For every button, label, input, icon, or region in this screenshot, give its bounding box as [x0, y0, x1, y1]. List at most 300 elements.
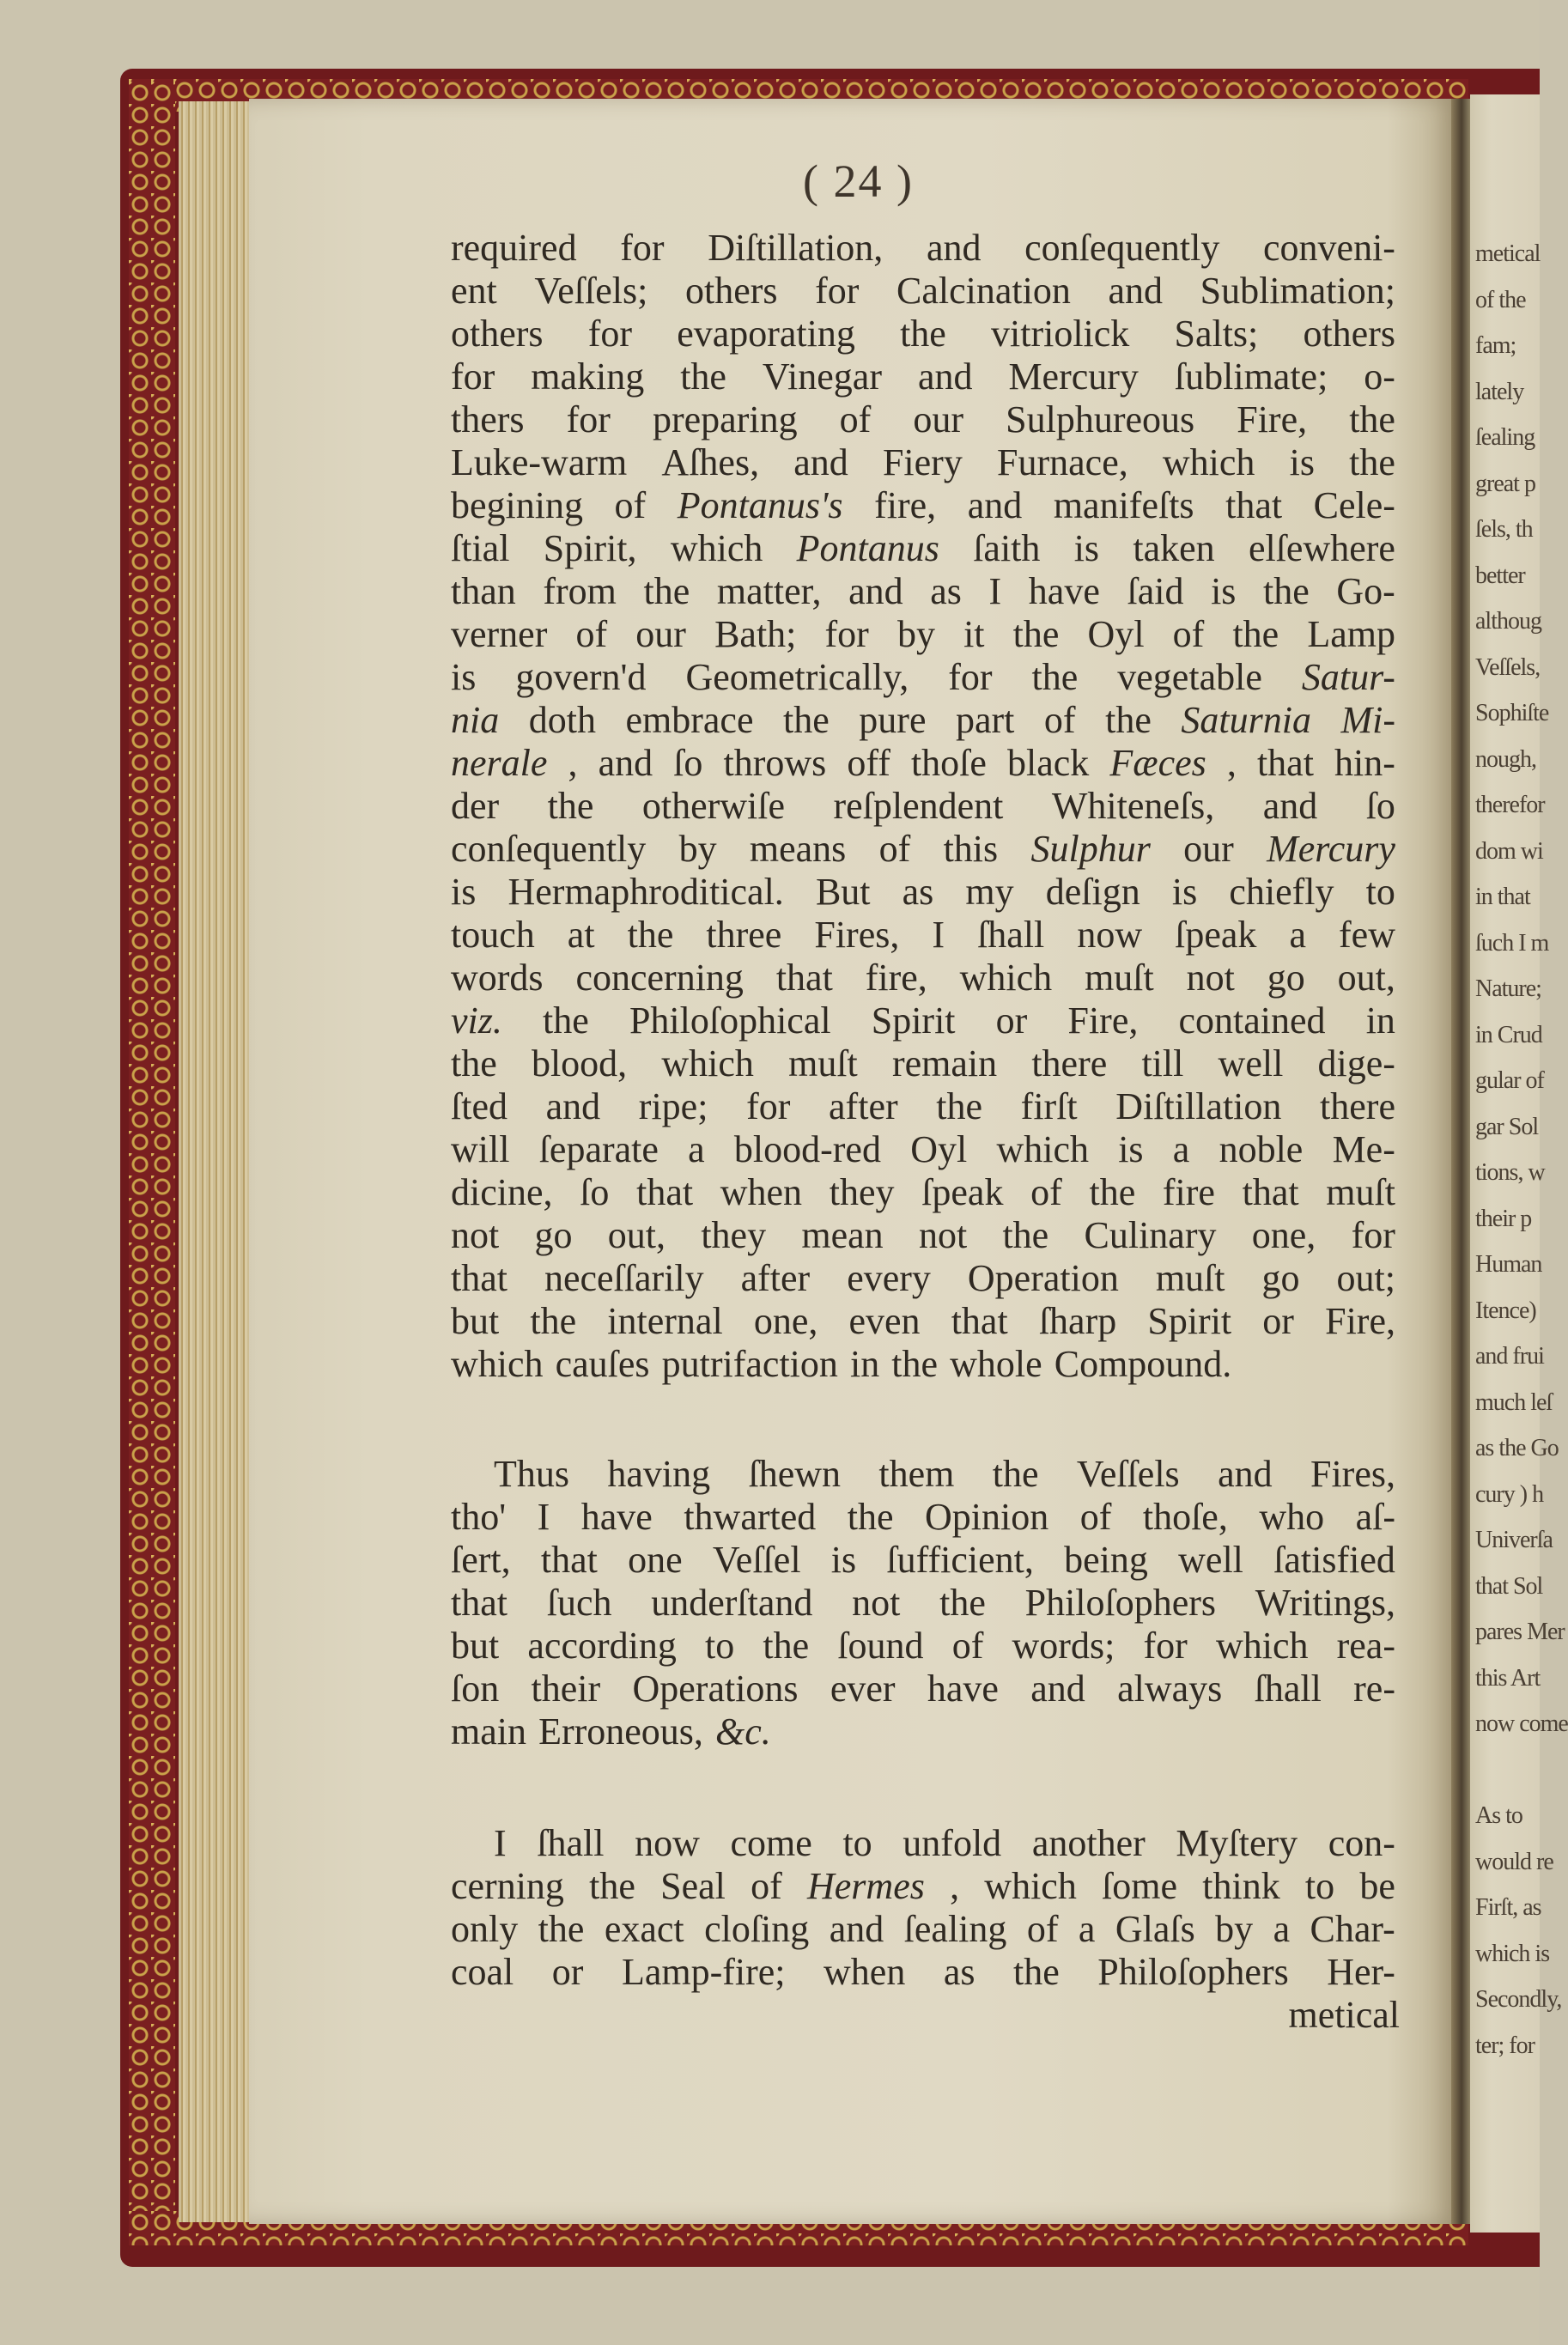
text-line	[451, 1580, 1395, 1626]
word: But	[815, 871, 871, 913]
word: only	[451, 1908, 519, 1950]
word: Her-	[1327, 1951, 1395, 1993]
facing-page-fragment: of the	[1475, 286, 1526, 313]
word: ſuch	[546, 1582, 612, 1624]
facing-page-fragment: that Sol	[1475, 1572, 1543, 1600]
word: three	[706, 914, 782, 956]
text-line	[451, 654, 1395, 701]
word: whole	[950, 1343, 1042, 1385]
word: having	[607, 1453, 711, 1495]
word: is	[1171, 871, 1198, 913]
word: the	[1349, 441, 1395, 483]
facing-page-fragment: pares Mer	[1475, 1619, 1565, 1645]
word: who	[1259, 1496, 1325, 1538]
facing-page-fragment: althoug	[1475, 608, 1541, 635]
word: for	[620, 227, 665, 269]
word: putrifaction	[661, 1343, 838, 1385]
word: conſequently	[451, 828, 647, 870]
word: have	[1028, 570, 1100, 612]
word: Oyl	[910, 1128, 968, 1170]
word: der	[451, 785, 500, 827]
facing-page-fragment: ſels, th	[1475, 516, 1533, 543]
text-line	[451, 1906, 1395, 1953]
word: exact	[604, 1908, 684, 1950]
word: Spirit	[871, 999, 956, 1042]
word: Fires,	[814, 914, 900, 956]
text-line	[451, 955, 1395, 1001]
text-line	[451, 1537, 1395, 1583]
text-line	[451, 1494, 1395, 1540]
word: that	[775, 957, 833, 999]
word: of	[1026, 1908, 1059, 1950]
word: matter,	[716, 570, 822, 612]
word: ,	[1226, 742, 1237, 784]
word: Spirit	[1147, 1300, 1232, 1342]
word: the	[1349, 398, 1395, 440]
word: fire,	[865, 957, 927, 999]
word: the	[1105, 699, 1152, 741]
word: vegetable	[1117, 656, 1262, 698]
word: ſharp	[1038, 1300, 1117, 1342]
word: Writings,	[1255, 1582, 1395, 1624]
word: and	[1108, 270, 1164, 312]
word: Sulphur	[1030, 828, 1151, 870]
word: now	[635, 1822, 700, 1864]
word: and	[829, 1908, 884, 1950]
page-edges	[179, 101, 258, 2222]
word: that	[1225, 484, 1283, 526]
word: there	[1320, 1085, 1395, 1127]
word: Opinion	[925, 1496, 1049, 1538]
word: Mercury	[1008, 355, 1139, 398]
facing-page-fragment: in that	[1475, 884, 1530, 910]
text-line	[451, 568, 1395, 615]
word: means	[749, 828, 847, 870]
word: conveni-	[1263, 227, 1395, 269]
word: in	[849, 1343, 880, 1385]
facing-page-fragment: as the Go	[1475, 1435, 1559, 1461]
word: Philoſophical	[629, 999, 831, 1042]
word: Sublimation;	[1200, 270, 1395, 312]
word: when	[720, 1171, 803, 1213]
word: the	[763, 1625, 810, 1667]
word: now	[1077, 914, 1143, 956]
word: which	[996, 1128, 1089, 1170]
word: from	[543, 570, 617, 612]
word: Pontanus	[796, 527, 939, 569]
word: preparing	[653, 398, 798, 440]
word: as	[930, 570, 962, 612]
facing-page-fragment: Sophiſte	[1475, 700, 1549, 726]
word: Hermes	[807, 1865, 925, 1907]
word: required	[451, 227, 577, 269]
word: Furnace,	[997, 441, 1128, 483]
word: Fire,	[1237, 398, 1308, 440]
word: Fire,	[1067, 999, 1139, 1042]
word: Fires,	[1310, 1453, 1395, 1495]
word: elſewhere	[1248, 527, 1395, 569]
word: for	[451, 355, 495, 398]
word: words	[451, 957, 544, 999]
word: the	[627, 914, 674, 956]
word: Cele-	[1313, 484, 1395, 526]
word: verner	[451, 613, 548, 655]
word: have	[580, 1496, 653, 1538]
word: Bath;	[714, 613, 797, 655]
facing-page-fragment: Univerſa	[1475, 1527, 1553, 1553]
word: making	[531, 355, 645, 398]
word: Pontanus's	[677, 484, 843, 526]
word: internal	[607, 1300, 723, 1342]
word: Go-	[1336, 570, 1395, 612]
word: and	[1030, 1668, 1085, 1710]
word: underſtand	[651, 1582, 813, 1624]
word: to	[842, 1822, 872, 1864]
word: blood-red	[733, 1128, 881, 1170]
word: thwarted	[684, 1496, 817, 1538]
word: as	[902, 871, 934, 913]
word: noble	[1219, 1128, 1304, 1170]
word: Fiery	[882, 441, 963, 483]
word: they	[829, 1171, 895, 1213]
word: according	[527, 1625, 677, 1667]
word: out;	[1336, 1257, 1395, 1299]
facing-page-fragment: Nature;	[1475, 975, 1541, 1002]
facing-page-fragment: cury ) h	[1475, 1480, 1544, 1508]
word: Veſſels	[1076, 1453, 1180, 1495]
word: ,	[950, 1865, 960, 1907]
text-line	[451, 268, 1395, 314]
word: a	[1078, 1908, 1096, 1950]
word: Compound.	[1054, 1343, 1232, 1385]
word: in	[1365, 999, 1395, 1042]
word: ſaid	[1127, 570, 1184, 612]
word: the	[1232, 613, 1279, 655]
word: that	[1242, 1171, 1299, 1213]
word: the	[1089, 1171, 1136, 1213]
word: muſt	[1085, 957, 1154, 999]
text-line	[451, 311, 1395, 357]
word: which	[1162, 441, 1255, 483]
word: muſt	[1326, 1171, 1395, 1213]
word: go	[1267, 957, 1305, 999]
word: manifeſts	[1053, 484, 1194, 526]
word: Culinary	[1084, 1214, 1217, 1256]
word: but	[451, 1625, 500, 1667]
word: is	[1211, 570, 1237, 612]
word: of	[575, 613, 608, 655]
word: or	[1262, 1300, 1294, 1342]
text-line	[451, 1255, 1395, 1302]
word: ſpeak	[921, 1171, 1004, 1213]
word: Mi-	[1340, 699, 1395, 741]
word: one,	[753, 1300, 818, 1342]
word: the	[1013, 1951, 1060, 1993]
facing-page-fragment: lately	[1475, 378, 1524, 405]
word: is	[830, 1539, 857, 1581]
word: Mercury	[1267, 828, 1395, 870]
facing-page-strip	[1470, 94, 1568, 2233]
word: ſted	[451, 1085, 507, 1127]
word: think	[1202, 1865, 1280, 1907]
word: Seal	[660, 1865, 726, 1907]
word: Spirit,	[543, 527, 637, 569]
word: Whiteneſs,	[1051, 785, 1215, 827]
word: few	[1339, 914, 1395, 956]
word: ever	[830, 1668, 896, 1710]
text-line	[451, 1127, 1395, 1173]
word: Sulphureous	[1006, 398, 1195, 440]
word: Oyl	[1087, 613, 1145, 655]
facing-page-fragment: Firſt, as	[1475, 1894, 1541, 1921]
word: not	[918, 1214, 968, 1256]
word: ſtial	[451, 527, 510, 569]
word: that	[1256, 742, 1314, 784]
word: Geometrically,	[685, 656, 909, 698]
facing-page-fragment: metical	[1475, 240, 1541, 267]
word: con-	[1328, 1822, 1395, 1864]
word: for	[1351, 1214, 1395, 1256]
word: Veſſels;	[534, 270, 648, 312]
word: be	[1359, 1865, 1395, 1907]
page-number: ( 24 )	[803, 155, 914, 207]
word: will	[451, 1128, 510, 1170]
facing-page-fragment: in Crud	[1475, 1021, 1542, 1048]
word: Calcination	[896, 270, 1071, 312]
word: of	[878, 828, 911, 870]
word: Thus	[494, 1453, 569, 1495]
word: Diſtillation,	[708, 227, 884, 269]
word: Salts;	[1174, 313, 1259, 355]
word: fire,	[874, 484, 937, 526]
word: concerning	[575, 957, 744, 999]
word: the	[1263, 570, 1310, 612]
facing-page-fragment: much leſ	[1475, 1388, 1553, 1416]
word: or	[551, 1951, 584, 1993]
word: not	[852, 1582, 901, 1624]
word: the	[1031, 656, 1079, 698]
word: that	[451, 1257, 507, 1299]
word: always	[1117, 1668, 1223, 1710]
facing-page-fragment: would re	[1475, 1848, 1553, 1875]
word: one,	[1251, 1214, 1316, 1256]
word: black	[1007, 742, 1090, 784]
word: of	[951, 1625, 984, 1667]
word: but	[451, 1300, 500, 1342]
word: the	[1002, 1214, 1049, 1256]
word: for	[587, 313, 633, 355]
word: I	[988, 570, 1002, 612]
word: others	[684, 270, 778, 312]
word: dige-	[1317, 1042, 1395, 1084]
word: ſon	[451, 1668, 500, 1710]
word: and	[598, 742, 653, 784]
text-line	[451, 611, 1395, 658]
word: otherwiſe	[641, 785, 786, 827]
word: vitriolick	[991, 313, 1130, 355]
word: that	[451, 1582, 507, 1624]
word: nia	[451, 699, 500, 741]
word: ripe;	[638, 1085, 708, 1127]
word: and	[1218, 1453, 1273, 1495]
word: the	[530, 1300, 577, 1342]
word: unfold	[903, 1822, 1002, 1864]
word: our	[913, 398, 964, 440]
word: the	[992, 1453, 1039, 1495]
word: and	[967, 484, 1023, 526]
text-line	[451, 740, 1395, 787]
word: &c.	[714, 1710, 771, 1753]
word: Erroneous,	[538, 1710, 703, 1753]
facing-page-fragment: fam;	[1475, 332, 1516, 359]
word: it	[963, 613, 985, 655]
word: taken	[1133, 527, 1215, 569]
word: to	[1365, 871, 1395, 913]
word: their	[531, 1668, 601, 1710]
word: by	[896, 613, 935, 655]
word: ſhall	[977, 914, 1045, 956]
word: muſt	[788, 1042, 858, 1084]
word: doth	[528, 699, 596, 741]
word: ſeparate	[538, 1128, 659, 1170]
word: Fire,	[1325, 1300, 1395, 1342]
word: for	[948, 656, 993, 698]
word: ſome	[1102, 1865, 1178, 1907]
text-line	[451, 783, 1395, 829]
facing-page-fragment: ſuch I m	[1475, 929, 1549, 957]
word: out,	[607, 1214, 666, 1256]
facing-page-fragment: and frui	[1475, 1343, 1544, 1370]
word: contained	[1178, 999, 1326, 1042]
word: well	[1218, 1042, 1284, 1084]
text-line	[451, 525, 1395, 572]
word: the	[900, 313, 946, 355]
word: ſo	[673, 742, 703, 784]
word: of	[1030, 1171, 1062, 1213]
word: is	[451, 871, 477, 913]
word: is	[1289, 441, 1315, 483]
word: conſequently	[1024, 227, 1220, 269]
word: to	[705, 1625, 735, 1667]
book-gutter	[1451, 99, 1470, 2224]
word: cerning	[451, 1865, 564, 1907]
word: Operations	[632, 1668, 799, 1710]
word: that	[951, 1300, 1008, 1342]
word: o-	[1364, 355, 1395, 398]
facing-page-fragment: ter; for	[1475, 2032, 1535, 2059]
word: the	[643, 570, 690, 612]
word: re-	[1353, 1668, 1395, 1710]
word: is	[451, 656, 477, 698]
word: when	[824, 1951, 906, 1993]
word: main	[451, 1710, 526, 1753]
word: and	[1262, 785, 1318, 827]
facing-page-fragment: better	[1475, 562, 1525, 589]
word: by	[678, 828, 717, 870]
text-line	[494, 1451, 1395, 1498]
text-line	[451, 1212, 1395, 1259]
text-line	[451, 1084, 1395, 1130]
text-line	[451, 697, 1395, 744]
word: ſhall	[1254, 1668, 1322, 1710]
word: or	[995, 999, 1028, 1042]
facing-page-fragment: this Art	[1475, 1664, 1541, 1692]
word: Hermaphroditical.	[507, 871, 784, 913]
word: muſt	[1155, 1257, 1225, 1299]
word: ſound	[837, 1625, 924, 1667]
word: Satur-	[1301, 656, 1395, 698]
word: fire	[1162, 1171, 1215, 1213]
word: of	[1043, 699, 1076, 741]
text-line	[451, 1666, 1395, 1712]
word: Myſtery	[1176, 1822, 1298, 1864]
word: and	[545, 1085, 601, 1127]
word: the	[543, 999, 589, 1042]
word: govern'd	[515, 656, 647, 698]
word: aſ-	[1355, 1496, 1395, 1538]
word: ſpeak	[1175, 914, 1257, 956]
word: of	[751, 1865, 782, 1907]
word: embrace	[625, 699, 754, 741]
facing-page-fragment: Human	[1475, 1251, 1542, 1278]
facing-page-fragment: Veſſels,	[1475, 653, 1541, 681]
word: cloſing	[704, 1908, 810, 1950]
text-line	[494, 1820, 1395, 1867]
word: thoſe,	[1142, 1496, 1228, 1538]
word: after	[829, 1085, 898, 1127]
word: touch	[451, 914, 535, 956]
word: I	[537, 1496, 550, 1538]
word: begining	[451, 484, 583, 526]
word: have	[927, 1668, 999, 1710]
word: Me-	[1332, 1128, 1395, 1170]
word: out,	[1337, 957, 1395, 999]
text-line	[451, 1709, 1395, 1755]
word: even	[848, 1300, 921, 1342]
word: part	[956, 699, 1015, 741]
word: every	[847, 1257, 931, 1299]
word: of	[614, 484, 647, 526]
word: as	[943, 1951, 975, 1993]
word: coal	[451, 1951, 514, 1993]
word: after	[740, 1257, 811, 1299]
word: dicine,	[451, 1171, 553, 1213]
text-line	[451, 998, 1395, 1044]
word: one	[628, 1539, 683, 1581]
word: to	[1304, 1865, 1335, 1907]
text-line	[451, 1863, 1395, 1910]
facing-page-fragment: therefor	[1475, 792, 1545, 818]
text-line	[451, 1949, 1395, 1996]
word: Vinegar	[762, 355, 882, 398]
word: Philoſophers	[1024, 1582, 1217, 1624]
word: not	[1186, 957, 1235, 999]
text-line	[451, 1169, 1395, 1216]
text-line	[451, 1341, 1395, 1388]
word: of	[839, 398, 872, 440]
word: Operation	[967, 1257, 1119, 1299]
word: the	[1012, 613, 1060, 655]
word: deſign	[1045, 871, 1140, 913]
word: blood,	[531, 1042, 628, 1084]
word: Philoſophers	[1097, 1951, 1289, 1993]
word: ſhewn	[748, 1453, 842, 1495]
word: go	[534, 1214, 573, 1256]
word: ent	[451, 270, 497, 312]
word: rea-	[1336, 1625, 1395, 1667]
word: which	[451, 1343, 544, 1385]
word: neceſſarily	[544, 1257, 704, 1299]
